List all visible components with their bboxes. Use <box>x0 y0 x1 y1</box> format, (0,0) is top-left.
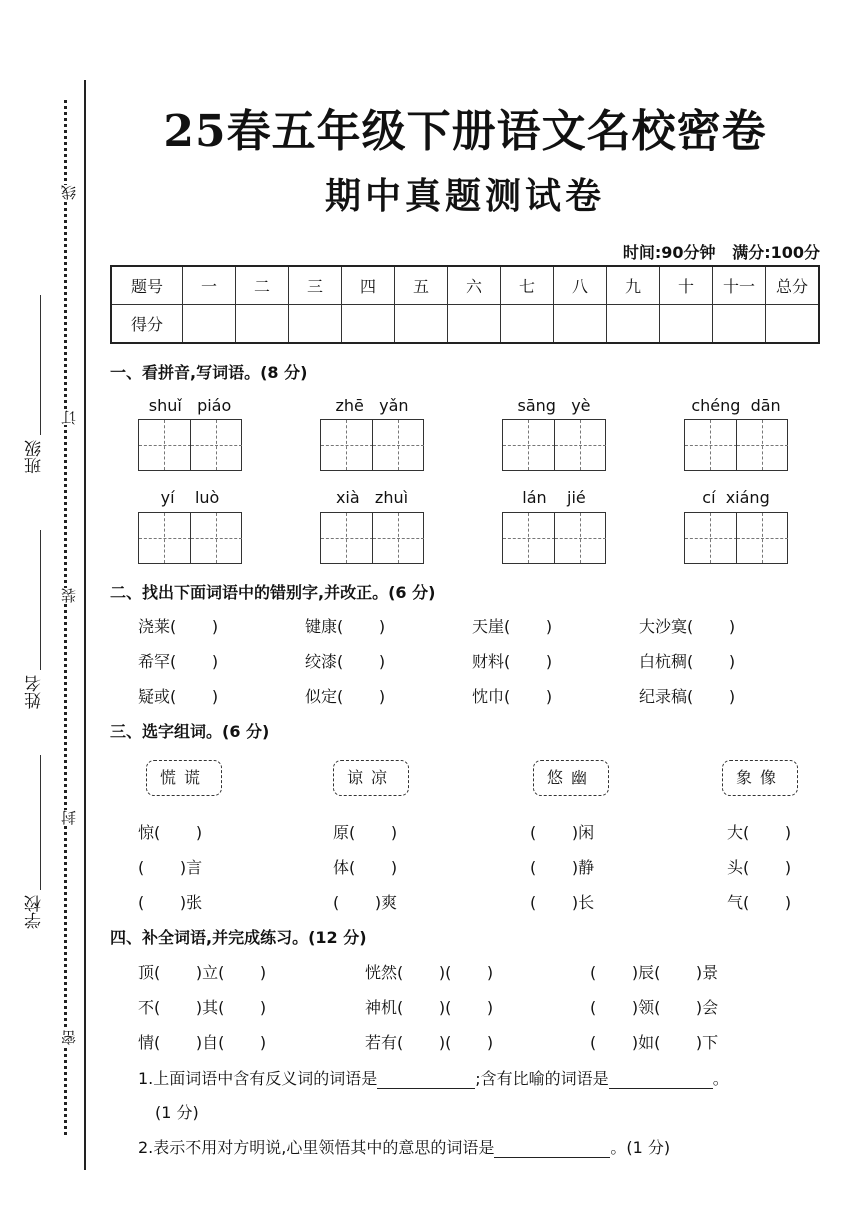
char-choice-box: 慌谎 <box>146 760 222 796</box>
writing-grid[interactable] <box>320 512 424 564</box>
binding-marker: 线 <box>60 185 78 200</box>
binding-marker: 密 <box>60 1030 78 1045</box>
pinyin-label: sāng yè <box>517 396 591 415</box>
idiom-blank[interactable]: 若有( )( ) <box>365 1033 494 1052</box>
class-field[interactable] <box>40 295 41 435</box>
correction-item[interactable]: 希罕( ) <box>138 652 219 671</box>
name-field[interactable] <box>40 530 41 670</box>
word-blank[interactable]: ( )长 <box>530 893 595 912</box>
table-cell: 九 <box>607 266 660 305</box>
correction-item[interactable]: 天崖( ) <box>472 617 553 636</box>
writing-grid[interactable] <box>502 512 606 564</box>
score-cell[interactable] <box>713 305 766 344</box>
score-cell[interactable] <box>660 305 713 344</box>
school-label: 学校 <box>25 895 45 929</box>
table-cell: 十 <box>660 266 713 305</box>
section-3-heading: 三、选字组词。(6 分) <box>110 722 270 741</box>
score-cell[interactable] <box>342 305 395 344</box>
table-cell: 七 <box>501 266 554 305</box>
writing-grid[interactable] <box>684 512 788 564</box>
pinyin-label: zhē yǎn <box>335 396 409 415</box>
table-cell: 四 <box>342 266 395 305</box>
writing-grid[interactable] <box>138 419 242 471</box>
score-cell[interactable] <box>501 305 554 344</box>
score-cell[interactable] <box>289 305 342 344</box>
word-blank[interactable]: ( )爽 <box>333 893 398 912</box>
table-cell: 题号 <box>111 266 183 305</box>
section-2-heading: 二、找出下面词语中的错别字,并改正。(6 分) <box>110 583 436 602</box>
binding-marker: 订 <box>60 410 78 425</box>
table-cell: 八 <box>554 266 607 305</box>
score-cell[interactable] <box>236 305 289 344</box>
correction-item[interactable]: 似定( ) <box>305 687 386 706</box>
table-cell: 一 <box>183 266 236 305</box>
time-score-info: 时间:90分钟 满分:100分 <box>622 243 820 262</box>
correction-item[interactable]: 大沙寞( ) <box>639 617 736 636</box>
table-cell: 六 <box>448 266 501 305</box>
question-2: 2.表示不用对方明说,心里领悟其中的意思的词语是 。(1 分) <box>138 1138 671 1157</box>
pinyin-label: shuǐ piáo <box>148 396 232 415</box>
word-blank[interactable]: 原( ) <box>333 823 398 842</box>
table-cell: 二 <box>236 266 289 305</box>
writing-grid[interactable] <box>320 419 424 471</box>
char-choice-box: 谅凉 <box>333 760 409 796</box>
class-label: 班级 <box>25 440 45 474</box>
section-1-heading: 一、看拼音,写词语。(8 分) <box>110 363 308 382</box>
word-blank[interactable]: 头( ) <box>727 858 792 877</box>
table-cell: 总分 <box>766 266 820 305</box>
char-choice-box: 悠幽 <box>533 760 609 796</box>
table-cell: 十一 <box>713 266 766 305</box>
idiom-blank[interactable]: 顶( )立( ) <box>138 963 267 982</box>
score-cell[interactable] <box>607 305 660 344</box>
answer-blank[interactable] <box>377 1072 475 1089</box>
answer-blank[interactable] <box>494 1141 610 1158</box>
word-blank[interactable]: ( )言 <box>138 858 203 877</box>
table-cell: 三 <box>289 266 342 305</box>
correction-item[interactable]: 键康( ) <box>305 617 386 636</box>
pinyin-label: xià zhuì <box>335 488 409 507</box>
question-1-score: (1 分) <box>155 1103 199 1122</box>
idiom-blank[interactable]: ( )如( )下 <box>590 1033 719 1052</box>
score-cell[interactable] <box>448 305 501 344</box>
question-1: 1.上面词语中含有反义词的词语是 ;含有比喻的词语是 。 <box>138 1069 729 1088</box>
pinyin-label: chéng dān <box>691 396 781 415</box>
pinyin-label: lán jié <box>522 488 586 507</box>
idiom-blank[interactable]: ( )领( )会 <box>590 998 719 1017</box>
name-label: 姓名 <box>25 675 45 709</box>
word-blank[interactable]: 大( ) <box>727 823 792 842</box>
correction-item[interactable]: 白杭稠( ) <box>639 652 736 671</box>
writing-grid[interactable] <box>684 419 788 471</box>
word-blank[interactable]: ( )静 <box>530 858 595 877</box>
answer-blank[interactable] <box>609 1072 713 1089</box>
idiom-blank[interactable]: ( )辰( )景 <box>590 963 719 982</box>
word-blank[interactable]: 气( ) <box>727 893 792 912</box>
idiom-blank[interactable]: 不( )其( ) <box>138 998 267 1017</box>
score-cell[interactable] <box>554 305 607 344</box>
binding-border-line <box>84 80 86 1170</box>
correction-item[interactable]: 绞漆( ) <box>305 652 386 671</box>
page-title: 25春五年级下册语文名校密卷 <box>163 106 767 157</box>
binding-marker: 封 <box>60 810 78 825</box>
correction-item[interactable]: 疑或( ) <box>138 687 219 706</box>
pinyin-label: yí luò <box>160 488 220 507</box>
correction-item[interactable]: 财料( ) <box>472 652 553 671</box>
correction-item[interactable]: 忱巾( ) <box>472 687 553 706</box>
word-blank[interactable]: ( )张 <box>138 893 203 912</box>
score-table-header-row <box>111 266 819 305</box>
table-cell: 五 <box>395 266 448 305</box>
score-cell[interactable] <box>766 305 820 344</box>
page-subtitle: 期中真题测试卷 <box>324 175 605 217</box>
section-4-heading: 四、补全词语,并完成练习。(12 分) <box>110 928 367 947</box>
word-blank[interactable]: 惊( ) <box>138 823 203 842</box>
cut-dotted-line <box>64 100 67 1135</box>
correction-item[interactable]: 纪录稿( ) <box>639 687 736 706</box>
writing-grid[interactable] <box>138 512 242 564</box>
word-blank[interactable]: 体( ) <box>333 858 398 877</box>
idiom-blank[interactable]: 恍然( )( ) <box>365 963 494 982</box>
score-table <box>110 265 820 344</box>
char-choice-box: 象像 <box>722 760 798 796</box>
idiom-blank[interactable]: 神机( )( ) <box>365 998 494 1017</box>
correction-item[interactable]: 浇莱( ) <box>138 617 219 636</box>
school-field[interactable] <box>40 755 41 890</box>
table-cell: 得分 <box>111 305 183 344</box>
score-cell[interactable] <box>183 305 236 344</box>
idiom-blank[interactable]: 情( )自( ) <box>138 1033 267 1052</box>
writing-grid[interactable] <box>502 419 606 471</box>
word-blank[interactable]: ( )闲 <box>530 823 595 842</box>
score-table-score-row <box>111 305 819 344</box>
binding-marker: 装 <box>60 588 78 603</box>
pinyin-label: cí xiáng <box>702 488 770 507</box>
score-cell[interactable] <box>395 305 448 344</box>
